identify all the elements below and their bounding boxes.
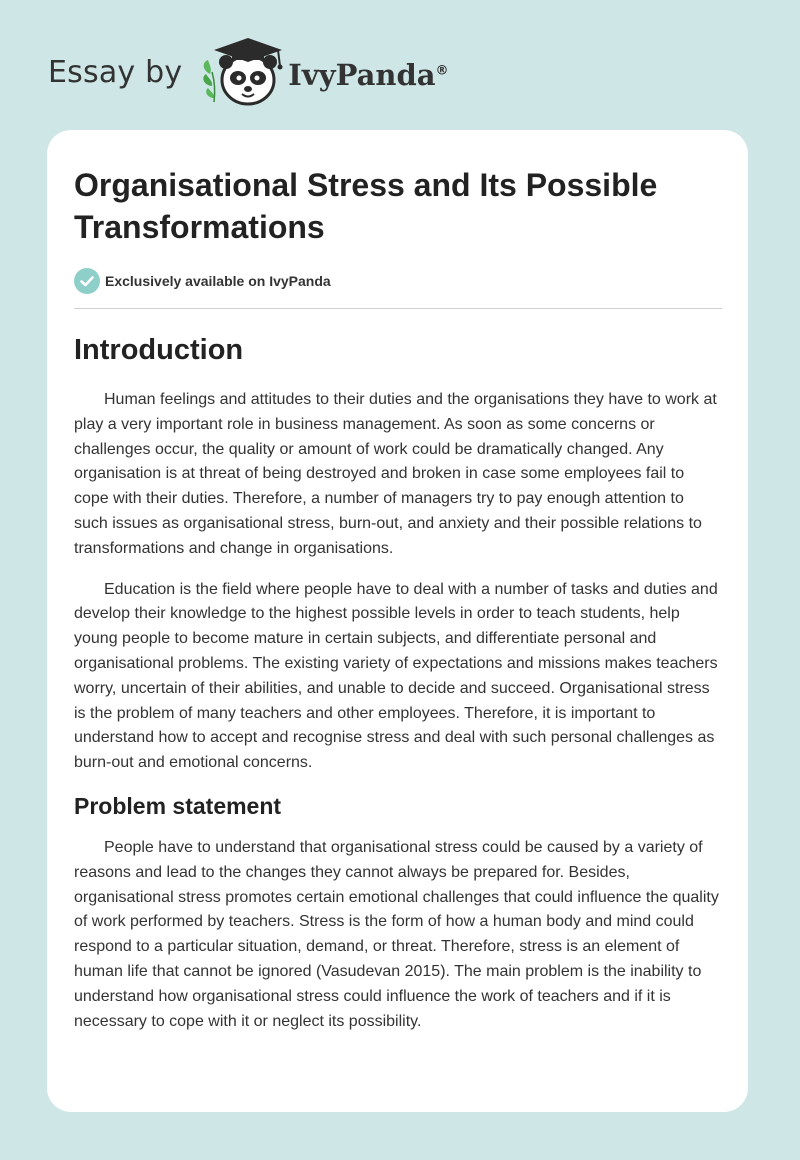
section-heading-problem-statement: Problem statement xyxy=(74,792,282,819)
paragraph: Human feelings and attitudes to their duties and the organisations they have to work at play a very important role in business management. As soon as some concerns or challenges occur, the quality or amount of work could be dramatically changed. Any organisation is at threat of being destroyed and broken in case some employees fail to cope with their duties. Therefore, a number of managers try to pay enough attention to such issues as organisational stress, burn-out, and anxiety and their possible relations to transformations and change in organisations. xyxy=(74,391,717,557)
essay-card xyxy=(47,130,748,1112)
check-circle-icon xyxy=(74,268,100,294)
brand-name: IvyPanda® xyxy=(288,58,449,92)
essay-title: Organisational Stress and Its Possible Transformations xyxy=(74,167,658,245)
essay-by-label: Essay by xyxy=(48,54,183,90)
registered-mark: ® xyxy=(435,63,449,79)
section-heading-introduction: Introduction xyxy=(74,334,244,366)
exclusive-badge xyxy=(74,268,722,309)
paragraph: People have to understand that organisational stress could be caused by a variety of reasons and lead to the changes they cannot always be prepared for. Besides, organisational stress promotes certain emotional challenges that could influence the quality of work performed by teachers. Stress is the form of how a human body and mind could respond to a particular situation, demand, or threat. Therefore, stress is an element of human life that cannot be ignored (Vasudevan 2015). The main problem is the inability to understand how organisational stress could influence the work of teachers and if it is necessary to cope with it or neglect its possibility. xyxy=(74,838,719,1030)
panda-graduate-icon xyxy=(198,36,286,108)
exclusive-label: Exclusively available on IvyPanda xyxy=(105,273,331,289)
paragraph: Education is the field where people have to deal with a number of tasks and duties and develop their knowledge to the highest possible levels in order to teach students, help young people to become mature in certain subjects, and differentiate personal and organisational problems. The existing variety of expectations and missions makes teachers worry, uncertain of their abilities, and unable to decide and succeed. Organisational stress is the problem of many teachers and other employees. Therefore, it is important to understand how to accept and recognise stress and deal with such personal challenges as burn-out and emotional concerns. xyxy=(74,580,718,772)
site-header xyxy=(48,36,449,108)
